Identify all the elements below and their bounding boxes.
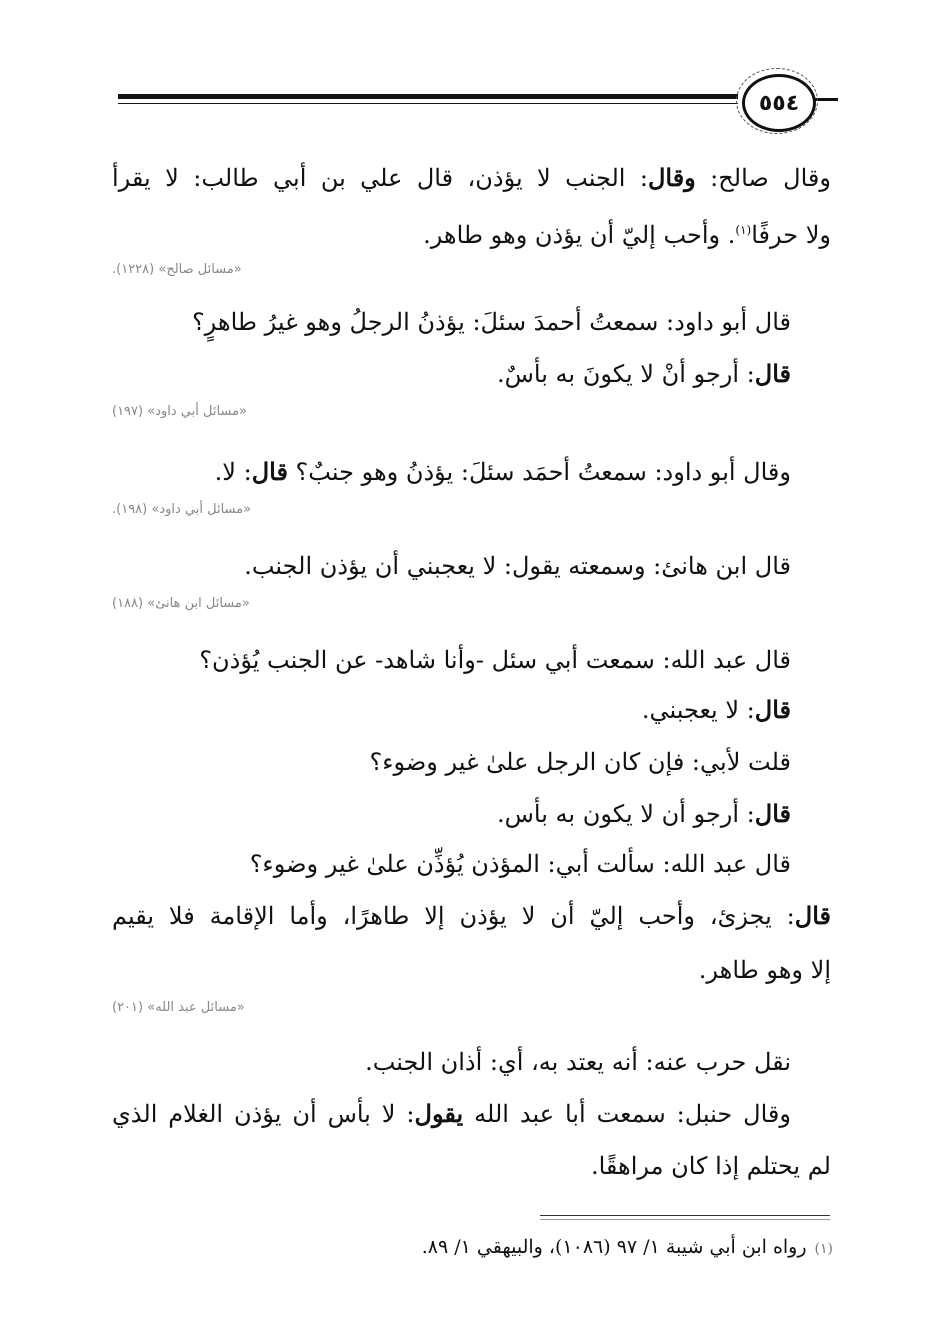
text-line: نقل حرب عنه: أنه يعتد به، أي: أذان الجنب. [365, 1048, 791, 1076]
text-segment: : لا. [214, 458, 252, 486]
text-line: إلا وهو طاهر. [698, 956, 831, 984]
text-line [497, 354, 791, 394]
text-line: قال عبد الله: سمعت أبي سئل -وأنا شاهد- عن الجنب يُؤذن؟ [199, 646, 791, 674]
text-line [423, 210, 831, 255]
text-segment: : يجزئ، وأحب إليّ أن لا يؤذن إلا طاهرًا، وأما الإقامة فلا يقيم [112, 902, 795, 930]
footnote-text: رواه ابن أبي شيبة ١/ ٩٧ (١٠٨٦)، والبيهقي ١/ ٨٩. [421, 1236, 807, 1258]
source-citation: «مسائل أبي داود» (١٩٨). [112, 502, 252, 517]
footnote-reference[interactable]: (١) [735, 223, 752, 237]
text-line: قال عبد الله: سألت أبي: المؤذن يُؤذِّن علىٰ غير وضوء؟ [249, 850, 791, 878]
text-line [497, 794, 791, 834]
page-number: ٥٥٤ [742, 74, 816, 132]
header-rule-thin [118, 103, 738, 104]
text-line [215, 452, 791, 492]
text-line: قال ابن هانئ: وسمعته يقول: لا يعجبني أن يؤذن الجنب. [244, 552, 791, 580]
text-segment: : أرجو أنْ لا يكونَ به بأسٌ. [497, 360, 755, 388]
source-citation: «مسائل أبي داود» (١٩٧) [112, 404, 247, 419]
text-segment: ولا حرفًا [751, 221, 831, 249]
bold-word: قال [754, 359, 791, 388]
bold-word: يقول [414, 1099, 464, 1128]
text-segment: وقال حنبل: سمعت أبا عبد الله [463, 1100, 791, 1128]
text-line [112, 158, 831, 198]
text-line: قال أبو داود: سمعتُ أحمدَ سئلَ: يؤذنُ الرجلُ وهو غيرُ طاهرٍ؟ [191, 308, 791, 336]
bold-word: وقال [647, 163, 696, 192]
footnote-separator [540, 1215, 830, 1216]
text-line: لم يحتلم إذا كان مراهقًا. [590, 1152, 831, 1180]
footnote-number: (١) [814, 1241, 833, 1257]
text-segment: : أرجو أن لا يكون به بأس. [497, 800, 755, 828]
text-segment: وقال صالح: [695, 164, 831, 192]
footnote-separator-inner [540, 1219, 830, 1220]
source-citation: «مسائل عبد الله» (٢٠١) [112, 1000, 245, 1015]
text-line [112, 1094, 791, 1134]
text-segment: . وأحب إليّ أن يؤذن وهو طاهر. [423, 221, 736, 249]
text-line: قلت لأبي: فإن كان الرجل علىٰ غير وضوء؟ [369, 748, 791, 776]
footnote [422, 1232, 833, 1264]
bold-word: قال [754, 799, 791, 828]
bold-word: قال [794, 901, 831, 930]
text-segment: : الجنب لا يؤذن، قال علي بن أبي طالب: لا يقرأ [112, 164, 648, 192]
source-citation: «مسائل صالح» (١٢٢٨). [112, 262, 242, 277]
text-segment: : لا يعجبني. [641, 696, 755, 724]
text-line [642, 690, 791, 730]
header-rule-thick [118, 94, 738, 99]
text-line [112, 896, 831, 936]
source-citation: «مسائل ابن هانئ» (١٨٨) [112, 596, 250, 611]
bold-word: قال [251, 457, 288, 486]
text-segment: : لا بأس أن يؤذن الغلام الذي [112, 1100, 415, 1128]
text-segment: وقال أبو داود: سمعتُ أحمَد سئلَ: يؤذنُ وهو جنبٌ؟ [287, 458, 791, 486]
bold-word: قال [754, 695, 791, 724]
